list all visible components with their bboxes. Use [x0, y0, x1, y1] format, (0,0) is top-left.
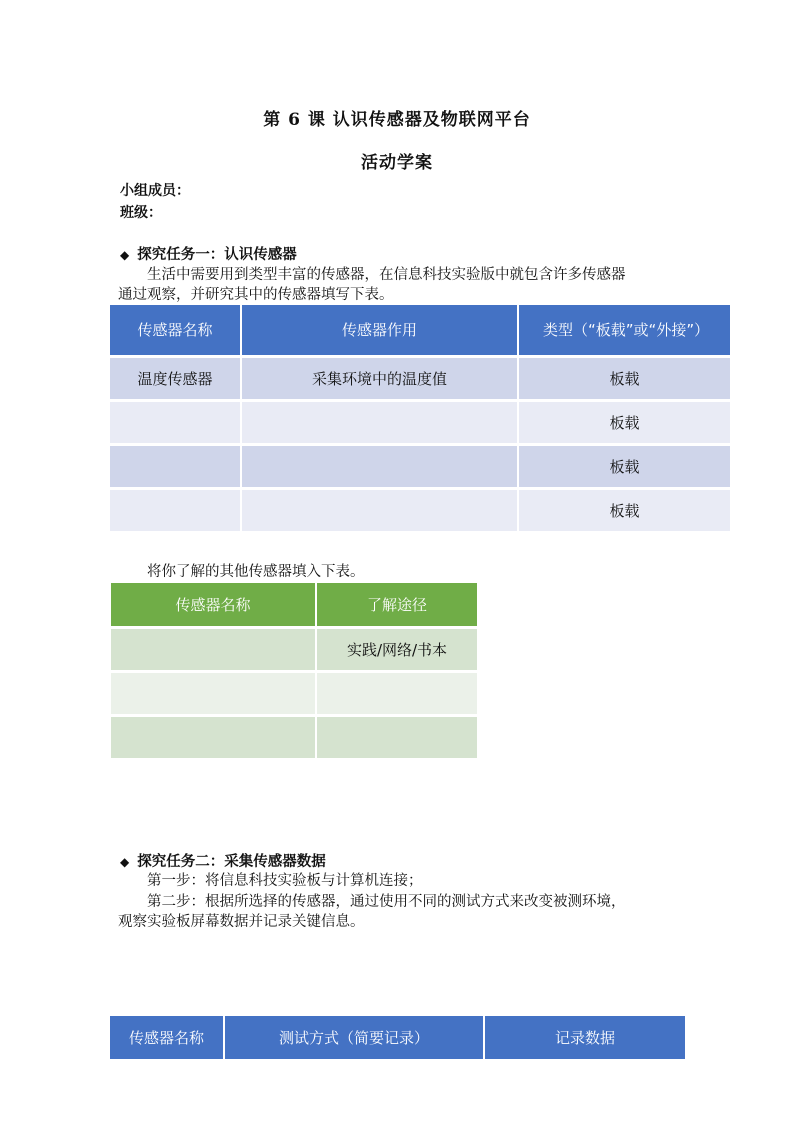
table-row — [111, 629, 477, 673]
table-cell[interactable] — [110, 402, 242, 446]
data-record-table — [110, 1016, 685, 1059]
table-cell[interactable] — [317, 673, 477, 717]
table-cell[interactable] — [110, 446, 242, 490]
table-row — [111, 717, 477, 761]
table-cell[interactable] — [242, 490, 519, 534]
other-sensors-table — [111, 583, 477, 761]
table-header-row — [110, 305, 730, 358]
column-header: 传感器名称 — [110, 305, 242, 358]
table-cell: 实践/网络/书本 — [317, 629, 477, 673]
table-row — [110, 358, 730, 402]
column-header: 测试方式（简要记录） — [225, 1016, 485, 1059]
diamond-bullet-icon: ◆ — [120, 248, 130, 262]
table-cell[interactable] — [111, 717, 317, 761]
table-cell: 板载 — [519, 358, 730, 402]
table-cell[interactable] — [111, 629, 317, 673]
table-cell[interactable] — [242, 402, 519, 446]
group-members-label: 小组成员： — [120, 183, 190, 199]
table-cell[interactable] — [111, 673, 317, 717]
table-row — [111, 673, 477, 717]
column-header: 记录数据 — [485, 1016, 685, 1059]
table-header-row — [111, 583, 477, 629]
task1-heading: 探究任务一：认识传感器 — [137, 246, 297, 263]
class-label: 班级： — [120, 205, 162, 221]
task2-heading-line — [120, 850, 326, 871]
task2-step1: 第一步：将信息科技实验板与计算机连接； — [147, 873, 423, 889]
page-subtitle: 活动学案 — [361, 153, 433, 173]
table2-intro: 将你了解的其他传感器填入下表。 — [147, 564, 365, 580]
column-header: 传感器名称 — [111, 583, 317, 629]
table-cell: 板载 — [519, 490, 730, 534]
table-cell: 板载 — [519, 402, 730, 446]
page-title: 第 6 课 认识传感器及物联网平台 — [263, 110, 531, 130]
table-cell: 温度传感器 — [110, 358, 242, 402]
column-header: 了解途径 — [317, 583, 477, 629]
task1-heading-line — [120, 243, 297, 264]
task1-paragraph-line2: 通过观察，并研究其中的传感器填写下表。 — [118, 287, 394, 303]
table-row — [110, 490, 730, 534]
task1-paragraph-line1: 生活中需要用到类型丰富的传感器，在信息科技实验版中就包含许多传感器 — [147, 267, 626, 283]
table-header-row — [110, 1016, 685, 1059]
diamond-bullet-icon: ◆ — [120, 855, 130, 869]
column-header: 传感器作用 — [242, 305, 519, 358]
table-cell[interactable] — [242, 446, 519, 490]
task2-step2-line1: 第二步：根据所选择的传感器，通过使用不同的测试方式来改变被测环境， — [147, 894, 626, 910]
column-header: 传感器名称 — [110, 1016, 225, 1059]
sensor-table — [110, 305, 730, 534]
table-cell[interactable] — [110, 490, 242, 534]
table-row — [110, 402, 730, 446]
table-cell: 采集环境中的温度值 — [242, 358, 519, 402]
task2-step2-line2: 观察实验板屏幕数据并记录关键信息。 — [118, 914, 365, 930]
table-cell[interactable] — [317, 717, 477, 761]
task2-heading: 探究任务二：采集传感器数据 — [137, 853, 326, 870]
table-row — [110, 446, 730, 490]
column-header: 类型（“板载”或“外接”） — [519, 305, 730, 358]
table-cell: 板载 — [519, 446, 730, 490]
